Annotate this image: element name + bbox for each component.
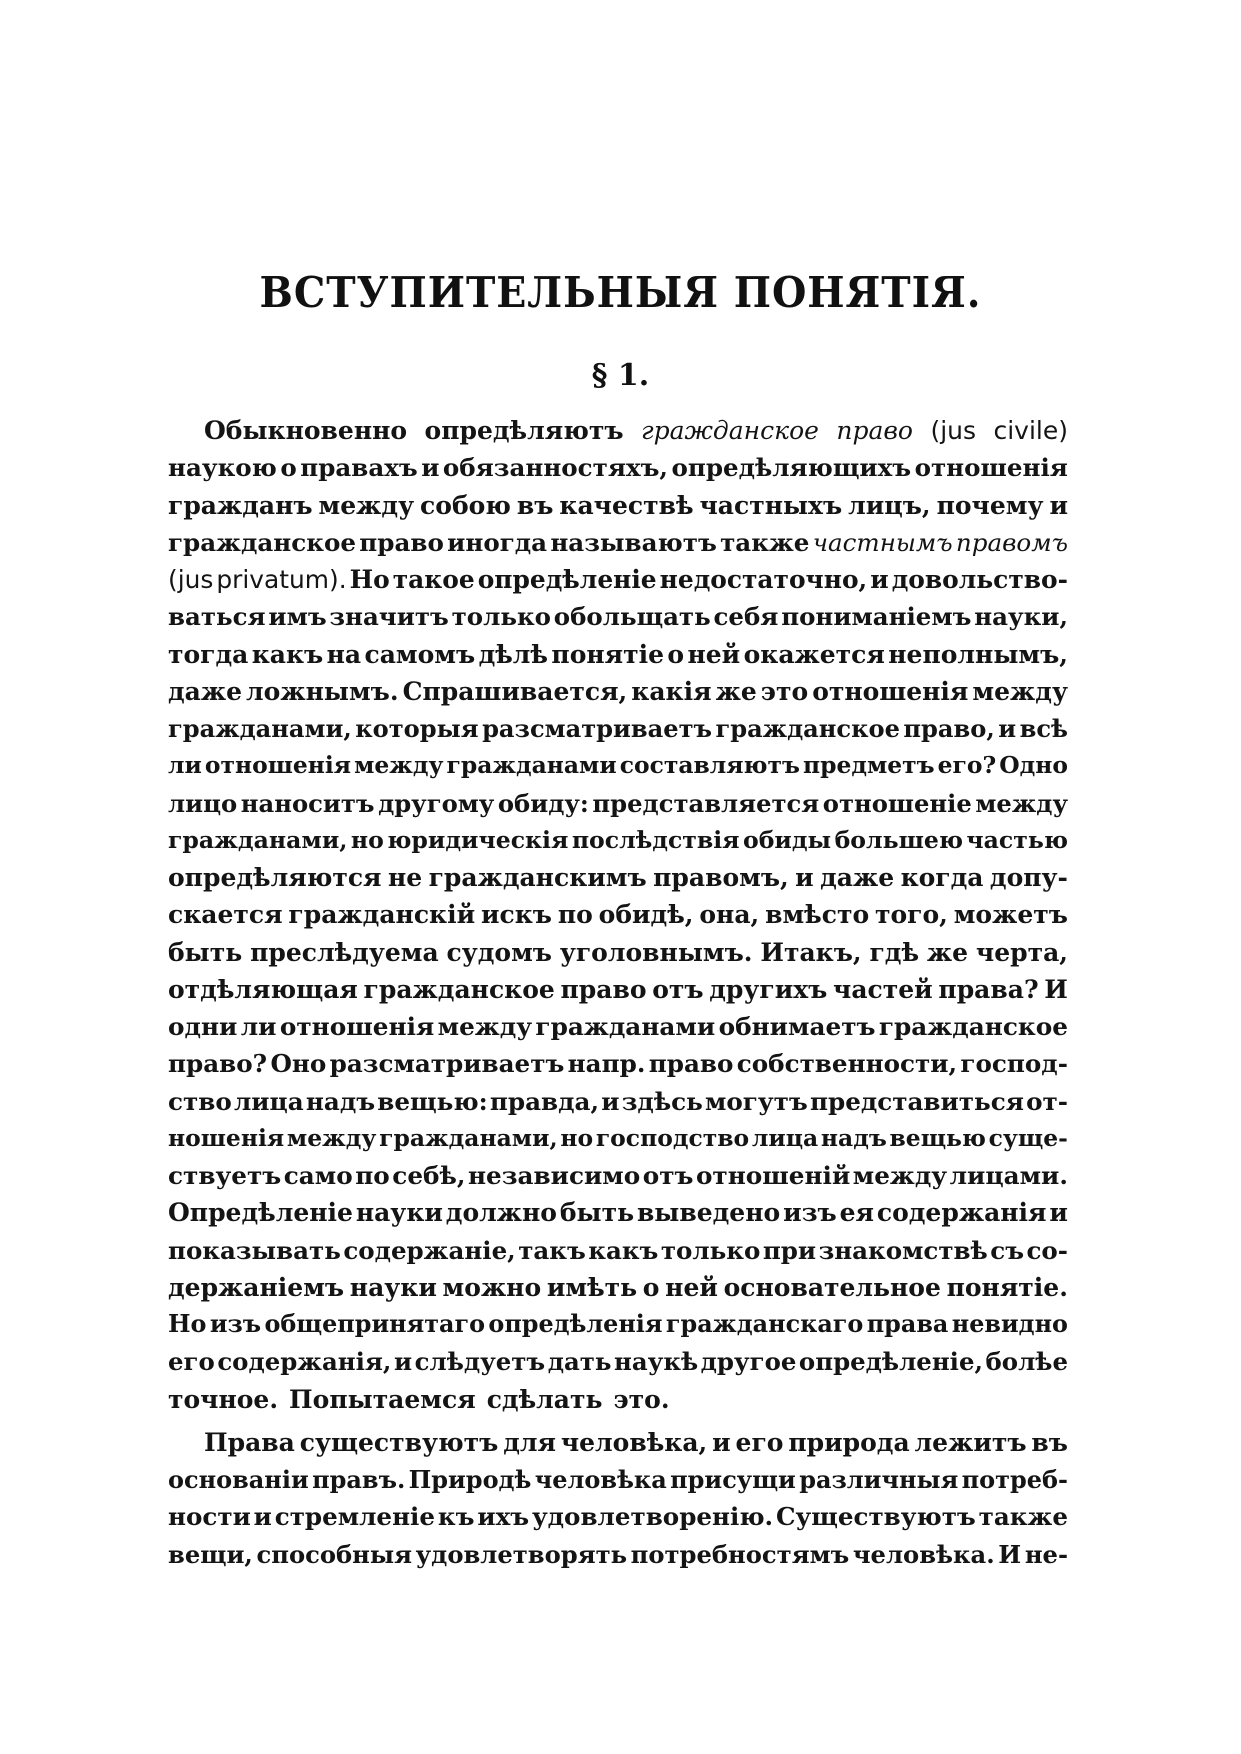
word: от-: [1026, 1086, 1068, 1116]
word: гражданское: [363, 974, 555, 1004]
word: о: [667, 639, 685, 669]
word: потребностямъ: [630, 1539, 850, 1569]
text-line: [168, 487, 1068, 524]
text-line: [168, 934, 1068, 971]
word: лицъ,: [848, 490, 931, 520]
word: право: [359, 527, 444, 557]
word: человѣка,: [560, 1427, 708, 1457]
word: обидѣ,: [598, 900, 694, 930]
word: представиться: [809, 1086, 1024, 1116]
word: послѣдствія: [571, 825, 740, 854]
word: неполнымъ,: [888, 639, 1068, 669]
word: правда,: [489, 1086, 600, 1116]
word: Опредѣленіе: [168, 1198, 353, 1228]
word: Одно: [999, 751, 1068, 780]
word: основаніи: [168, 1465, 309, 1494]
word: частныхъ: [699, 490, 843, 520]
word: присущи: [670, 1465, 796, 1494]
word: право: [836, 416, 913, 445]
word: гдѣ: [869, 937, 920, 967]
word: между: [975, 788, 1068, 818]
word: и: [393, 1347, 413, 1377]
word: не-: [1024, 1539, 1068, 1569]
word: правъ.: [312, 1465, 406, 1494]
word: господство: [595, 1123, 750, 1152]
word: природа: [788, 1427, 910, 1457]
word: къ: [437, 1502, 475, 1532]
word: надъ: [820, 1123, 887, 1152]
word: же: [926, 937, 969, 967]
word: стремленіе: [274, 1502, 436, 1532]
word: но: [560, 1123, 594, 1152]
section-number: § 1.: [591, 358, 650, 393]
word: гражданскимъ: [428, 863, 647, 892]
word: право: [560, 974, 647, 1004]
word: со-: [1026, 1235, 1068, 1265]
word: человѣка: [534, 1465, 667, 1494]
word: могутъ: [705, 1086, 808, 1116]
word: Попытаемся: [289, 1384, 476, 1414]
word: вещью: [889, 1123, 986, 1152]
word: основательное: [723, 1272, 941, 1302]
word: удовлетворенію.: [531, 1502, 774, 1532]
word: гражданами: [446, 751, 617, 780]
word: какія: [631, 676, 712, 706]
text-line: [168, 524, 1068, 561]
word: только: [660, 1235, 761, 1265]
word: надъ: [305, 1086, 376, 1116]
text-line: [168, 1461, 1068, 1498]
word: ствуетъ: [168, 1161, 282, 1190]
word: наукою: [168, 453, 277, 483]
word: тогда: [168, 639, 249, 669]
word: между: [354, 751, 444, 780]
text-line: [168, 1424, 1068, 1461]
word: само: [283, 1161, 353, 1190]
word: ство: [168, 1086, 232, 1116]
word: Оно: [270, 1049, 327, 1079]
word: гражданами: [535, 1012, 716, 1041]
text-line: [168, 822, 1068, 859]
word: искъ: [480, 900, 552, 930]
word: окажется: [743, 639, 885, 669]
word: черта,: [975, 937, 1068, 967]
word: преслѣдуема: [250, 937, 439, 967]
word: которыя: [355, 714, 479, 743]
word: Существуютъ: [775, 1502, 976, 1532]
word: показывать: [168, 1235, 341, 1265]
word: обиду:: [497, 788, 589, 818]
word: право?: [168, 1049, 268, 1079]
word: независимо: [467, 1161, 641, 1190]
word: его: [168, 1347, 215, 1377]
text-line: [168, 971, 1068, 1008]
word: Природѣ: [408, 1465, 532, 1494]
word: когда: [900, 863, 984, 892]
word: ности: [168, 1502, 251, 1532]
text-line: [168, 785, 1068, 822]
word: между: [852, 1161, 948, 1190]
word: предметъ: [803, 751, 935, 780]
word: науки: [355, 1198, 443, 1228]
word: разсматриваетъ: [329, 1049, 565, 1079]
word: для: [503, 1427, 556, 1457]
word: по: [355, 1161, 390, 1190]
word: гражданское: [168, 527, 357, 557]
word: составляютъ: [619, 751, 800, 780]
word: содержаніе,: [343, 1235, 516, 1265]
word: и: [712, 1427, 731, 1457]
word: лица: [751, 1123, 819, 1152]
word: но: [350, 825, 384, 854]
word: изъ: [209, 1310, 262, 1338]
word: лица: [233, 1086, 304, 1116]
text-line: [168, 598, 1068, 635]
word: и: [998, 714, 1017, 743]
word: вмѣсто: [765, 900, 870, 930]
word: ложнымъ.: [246, 676, 399, 706]
word: качествѣ: [559, 490, 694, 520]
word: въ: [516, 490, 554, 520]
word: ея: [839, 1198, 874, 1228]
text-line: [168, 1381, 1068, 1418]
word: науки: [349, 1272, 437, 1302]
word: право,: [903, 714, 995, 743]
word: можно: [442, 1272, 542, 1302]
word: ней: [665, 1272, 718, 1302]
word: дать: [547, 1347, 612, 1377]
word: Но: [168, 1310, 207, 1338]
word: понятіе.: [946, 1272, 1068, 1302]
word: удовлетворять: [415, 1539, 628, 1569]
text-line: [168, 1083, 1068, 1120]
word: понятіе: [551, 639, 665, 669]
word: гражданскій: [288, 900, 476, 930]
text-line: [168, 1536, 1068, 1573]
word: отношенія: [204, 751, 352, 780]
word: потреб-: [961, 1465, 1068, 1494]
word: гражданское: [715, 714, 900, 743]
word: держаніемъ: [168, 1272, 345, 1302]
word: такое: [392, 565, 475, 594]
word: и: [421, 453, 440, 483]
word: можетъ: [953, 900, 1068, 930]
word: юридическія: [387, 825, 569, 854]
word: общепринятаго: [264, 1310, 486, 1338]
word: суще-: [988, 1123, 1068, 1152]
word: опредѣленіе,: [798, 1347, 983, 1377]
word: быть: [559, 1198, 635, 1228]
word: болѣе: [985, 1347, 1068, 1377]
word: также: [720, 527, 810, 557]
word: гражданское: [878, 1012, 1068, 1041]
word: Итакъ,: [760, 937, 862, 967]
word: право: [648, 1049, 734, 1079]
word: вещи,: [168, 1539, 253, 1569]
word: какъ: [251, 639, 324, 669]
word: наукѣ: [614, 1347, 699, 1377]
word: сдѣлать: [486, 1384, 603, 1414]
word: себя: [713, 602, 779, 632]
word: правомъ: [955, 527, 1068, 557]
word: гражданами,: [168, 825, 348, 854]
text-line: [168, 1306, 1068, 1343]
word: другое: [700, 1347, 797, 1377]
word: скается: [168, 900, 283, 930]
word: лежитъ: [914, 1427, 1027, 1457]
word: способныя: [256, 1539, 413, 1569]
text-line: [168, 1045, 1068, 1082]
text-line: [168, 636, 1068, 673]
word: между: [286, 1123, 377, 1152]
word: его: [735, 1427, 784, 1457]
word: содержанія,: [217, 1347, 392, 1377]
word: собственности,: [736, 1049, 958, 1079]
word: опредѣленія: [488, 1310, 663, 1338]
word: Спрашивается,: [402, 676, 628, 706]
word: выведено: [636, 1198, 781, 1228]
word: господ-: [960, 1049, 1068, 1079]
word: почему: [936, 490, 1044, 520]
word: самомъ: [364, 639, 476, 669]
word: и: [253, 1502, 272, 1532]
word: это.: [613, 1384, 670, 1414]
paragraph: [168, 412, 1068, 1418]
word: дѣлѣ: [478, 639, 549, 669]
text-line: [168, 561, 1068, 598]
word: и: [601, 1086, 620, 1116]
word: отношеній: [695, 1161, 851, 1190]
word: о: [280, 453, 297, 483]
word: privatum).: [216, 565, 347, 594]
word: же: [715, 676, 757, 706]
word: называютъ: [550, 527, 717, 557]
text-line: [168, 1194, 1068, 1231]
word: лицо: [168, 788, 238, 818]
word: и: [870, 565, 889, 594]
word: точное.: [168, 1384, 279, 1414]
word: знакомствѣ: [818, 1235, 988, 1265]
word: допу-: [989, 863, 1068, 892]
chapter-title: ВСТУПИТЕЛЬНЫЯ ПОНЯТІЯ.: [259, 268, 982, 317]
word: различныя: [799, 1465, 959, 1494]
word: другихъ: [709, 974, 828, 1004]
word: civile): [993, 416, 1068, 445]
word: ихъ: [477, 1502, 530, 1532]
word: недостаточно,: [659, 565, 868, 594]
word: И: [998, 1539, 1022, 1569]
word: науки,: [974, 602, 1068, 632]
word: также: [978, 1502, 1068, 1532]
word: обиды: [742, 825, 832, 854]
word: напр.: [567, 1049, 646, 1079]
word: уголовнымъ.: [559, 937, 753, 967]
word: опредѣляютъ: [424, 416, 624, 445]
word: только: [451, 602, 551, 632]
word: себѣ,: [392, 1161, 466, 1190]
word: обязанностяхъ,: [442, 453, 668, 483]
word: другому: [378, 788, 495, 818]
word: между: [437, 1012, 533, 1041]
word: должно: [445, 1198, 557, 1228]
word: отношенія: [812, 676, 969, 706]
word: здѣсь: [621, 1086, 703, 1116]
word: гражданами,: [168, 714, 352, 743]
word: содержанія: [876, 1198, 1047, 1228]
word: она,: [699, 900, 760, 930]
text-line: [168, 1008, 1068, 1045]
word: въ: [1031, 1427, 1068, 1457]
word: и: [795, 863, 814, 892]
body-text: [168, 412, 1068, 1573]
word: (jus: [930, 416, 977, 445]
word: на: [326, 639, 362, 669]
word: съ: [990, 1235, 1024, 1265]
word: такъ: [518, 1235, 586, 1265]
word: имѣть: [546, 1272, 638, 1302]
word: Но: [349, 565, 390, 594]
word: гражданское: [640, 416, 819, 445]
word: быть: [168, 937, 243, 967]
word: по: [557, 900, 593, 930]
text-line: [168, 747, 1068, 784]
word: правомъ,: [653, 863, 789, 892]
word: частнымъ: [812, 527, 953, 557]
word: отъ: [652, 974, 704, 1004]
text-line: [168, 1269, 1068, 1306]
word: вещью:: [377, 1086, 488, 1116]
word: изъ: [783, 1198, 837, 1228]
word: и: [1049, 490, 1068, 520]
word: опредѣляющихъ: [671, 453, 912, 483]
word: И: [1044, 974, 1068, 1004]
word: отъ: [642, 1161, 694, 1190]
word: и: [1049, 1198, 1068, 1228]
text-line: [168, 673, 1068, 710]
text-line: [168, 1120, 1068, 1157]
word: одни: [168, 1012, 238, 1041]
word: того,: [874, 900, 948, 930]
text-line: [168, 859, 1068, 896]
word: Права: [204, 1427, 295, 1457]
word: Обыкновенно: [204, 416, 408, 445]
word: не: [387, 863, 423, 892]
word: между: [972, 676, 1068, 706]
word: права?: [938, 974, 1039, 1004]
word: гражданъ: [168, 490, 313, 520]
word: всѣ: [1019, 714, 1068, 743]
word: гражданскаго: [665, 1310, 864, 1338]
word: лицами.: [949, 1161, 1068, 1190]
word: права: [866, 1310, 949, 1338]
text-line: [168, 1232, 1068, 1269]
text-line: [168, 1498, 1068, 1535]
word: представляется: [592, 788, 820, 818]
word: отношенія: [279, 1012, 435, 1041]
word: опредѣленіе: [477, 565, 657, 594]
word: опредѣляются: [168, 863, 382, 892]
word: существуютъ: [299, 1427, 499, 1457]
paragraph: [168, 1424, 1068, 1573]
word: при: [762, 1235, 817, 1265]
word: имъ: [268, 602, 327, 632]
text-line: [168, 449, 1068, 486]
word: частей: [833, 974, 933, 1004]
word: иногда: [447, 527, 548, 557]
word: ли: [240, 1012, 277, 1041]
word: ваться: [168, 602, 266, 632]
word: правахъ: [300, 453, 418, 483]
word: (jus: [168, 565, 214, 594]
word: отношеніе: [822, 788, 972, 818]
word: отношенія: [914, 453, 1068, 483]
word: судомъ: [446, 937, 552, 967]
word: пониманіемъ: [781, 602, 972, 632]
word: его?: [937, 751, 997, 780]
word: наноситъ: [240, 788, 375, 818]
word: ли: [168, 751, 202, 780]
word: гражданами,: [379, 1123, 558, 1152]
word: невидно: [951, 1310, 1068, 1338]
word: собою: [420, 490, 511, 520]
text-line: [168, 710, 1068, 747]
word: какъ: [588, 1235, 659, 1265]
word: довольство-: [891, 565, 1068, 594]
word: ней: [687, 639, 741, 669]
text-line: [168, 1343, 1068, 1380]
word: это: [760, 676, 809, 706]
word: значитъ: [329, 602, 449, 632]
word: большею: [834, 825, 964, 854]
word: слѣдуетъ: [414, 1347, 546, 1377]
word: между: [318, 490, 415, 520]
word: разсматриваетъ: [482, 714, 713, 743]
word: частью: [966, 825, 1068, 854]
word: человѣка.: [852, 1539, 995, 1569]
text-line: [168, 412, 1068, 449]
word: даже: [820, 863, 895, 892]
word: обнимаетъ: [718, 1012, 876, 1041]
word: ношенія: [168, 1123, 285, 1152]
word: отдѣляющая: [168, 974, 358, 1004]
text-line: [168, 896, 1068, 933]
word: о: [642, 1272, 660, 1302]
text-line: [168, 1157, 1068, 1194]
word: обольщать: [553, 602, 711, 632]
word: даже: [168, 676, 243, 706]
